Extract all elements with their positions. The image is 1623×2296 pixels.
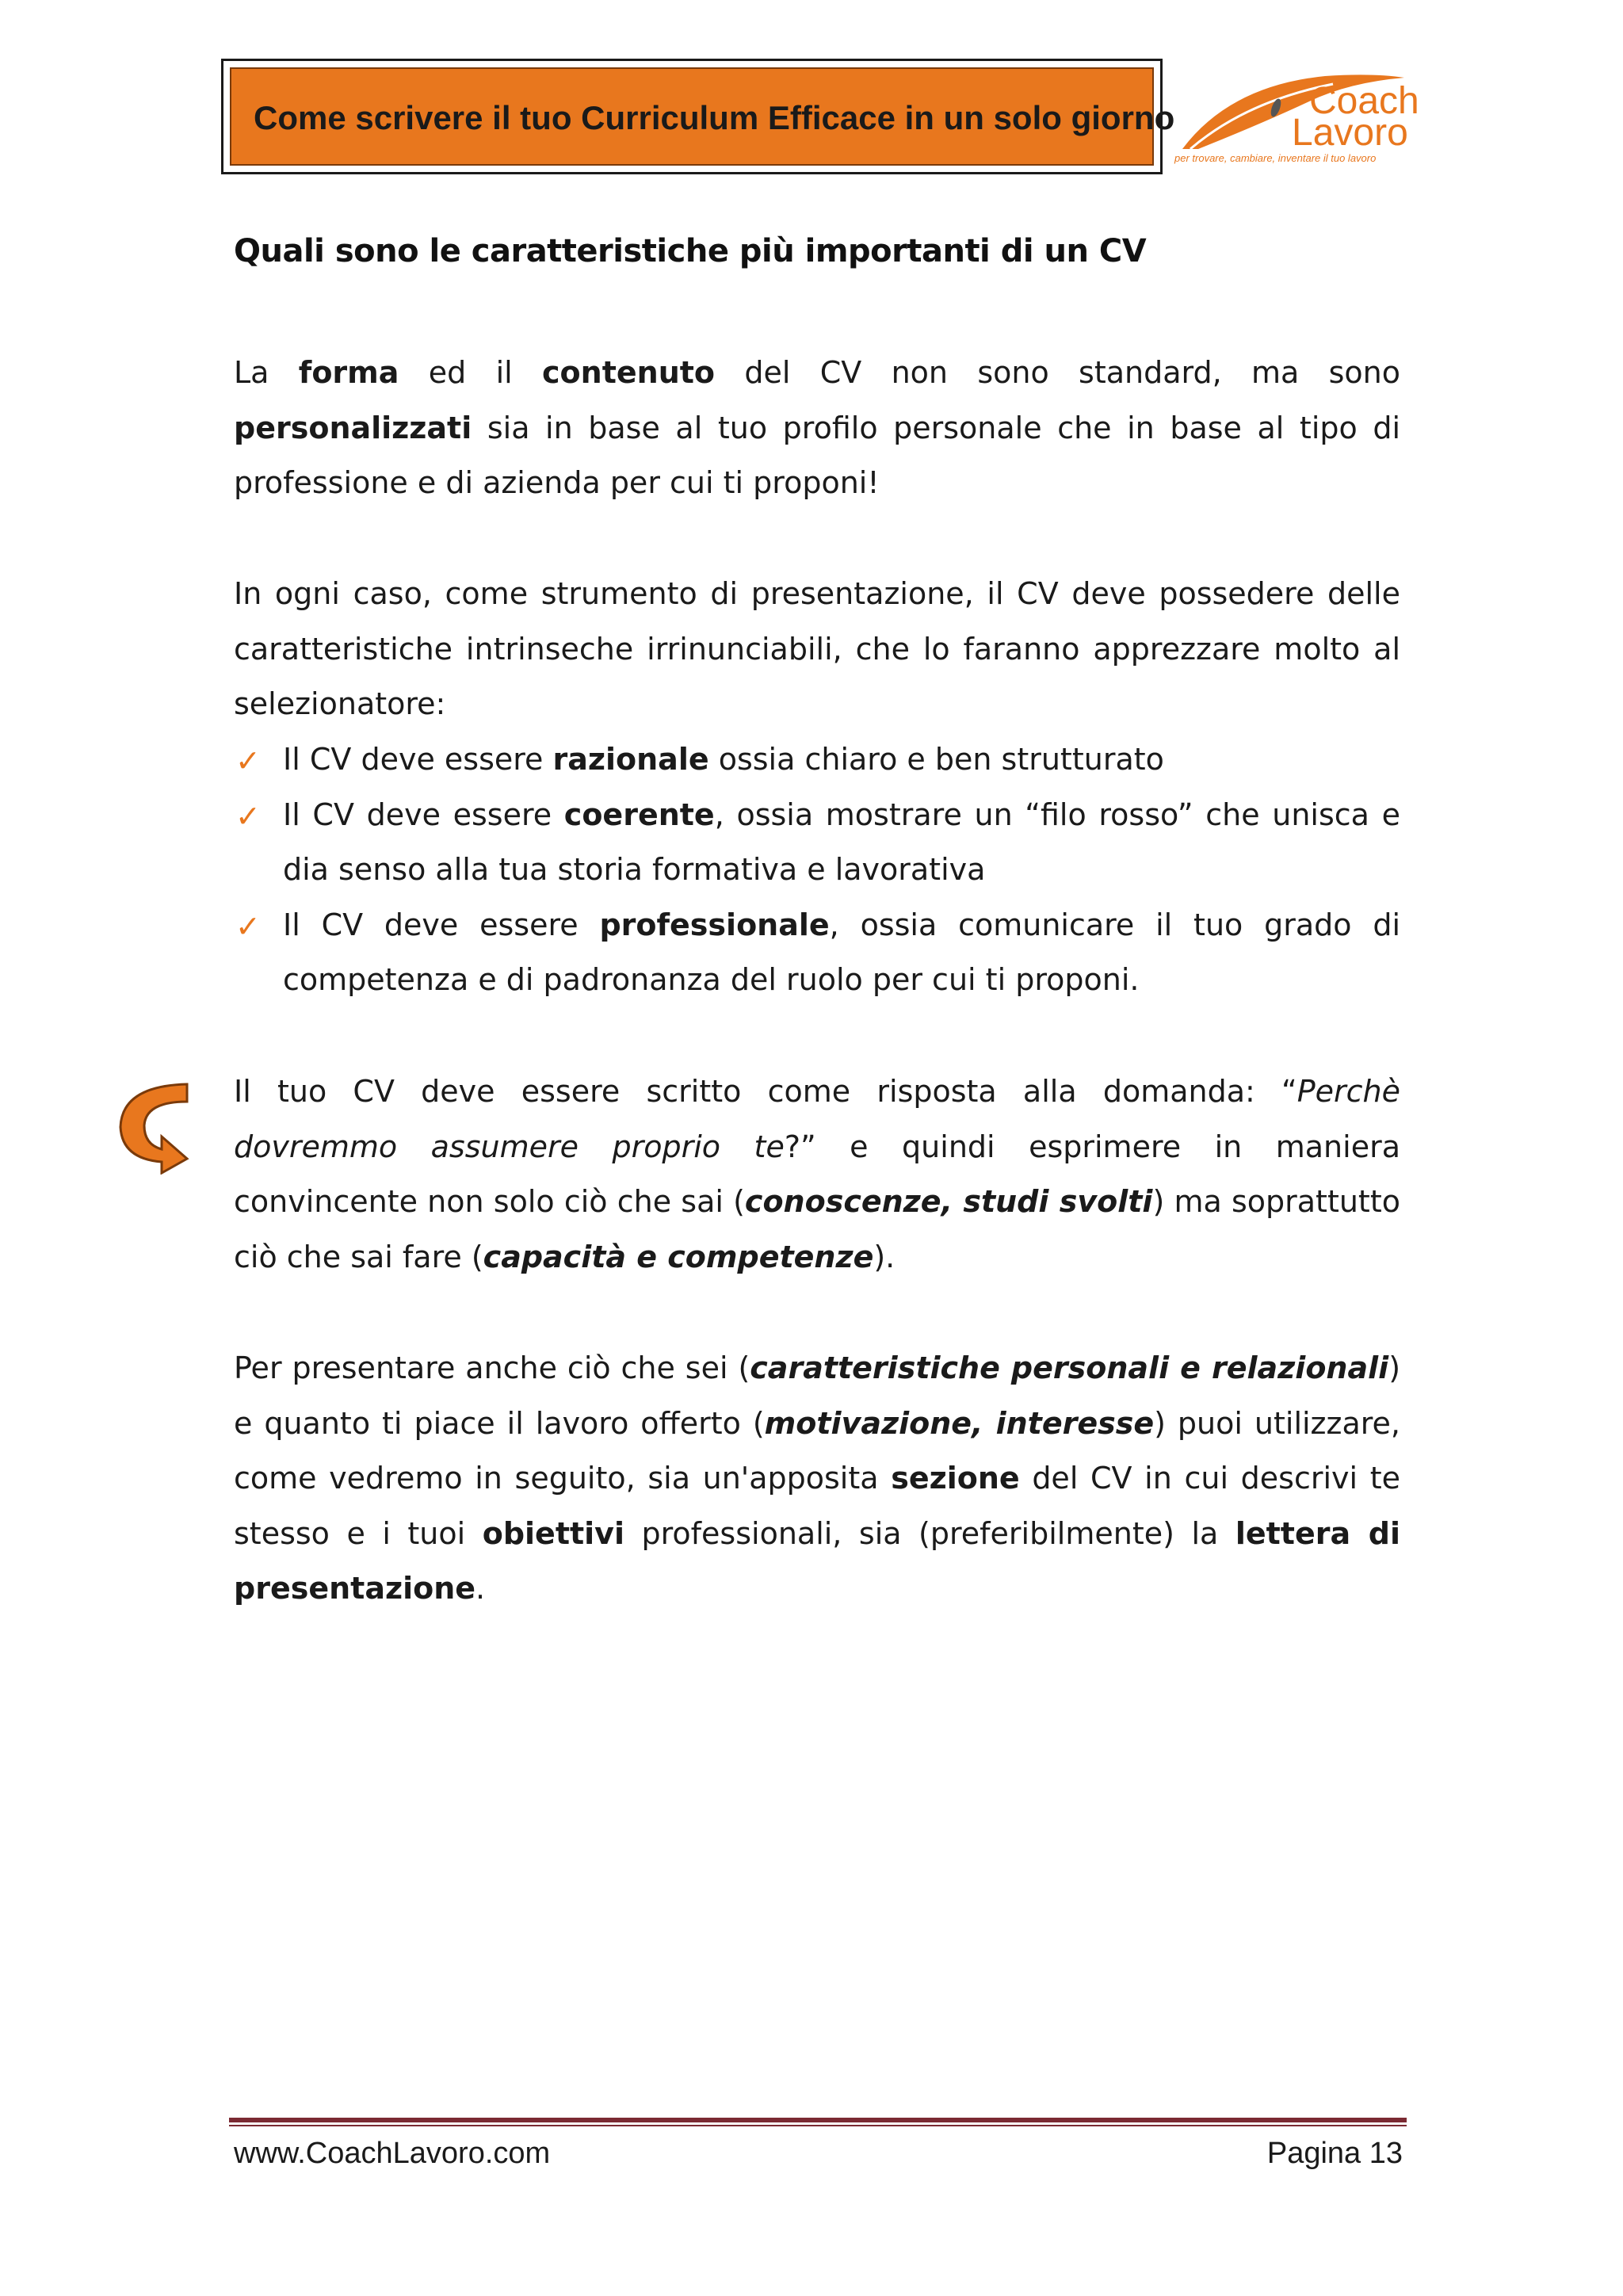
- paragraph-4: Per presentare anche ciò che sei (caratteristiche personali e relazionali) e quanto ti piace il lavoro offerto (motivazione, interesse) puoi utilizzare, come vedremo in seguito, sia un'apposita sezione del CV in cui descrivi te stesso e i tuoi obiettivi professionali, sia (preferibilmente) la lettera di presentazione.: [234, 1350, 1401, 1606]
- footer-rule: [229, 2118, 1407, 2122]
- header-orange-fill: [230, 67, 1175, 166]
- footer-page-number: Pagina 13: [1266, 2137, 1403, 2170]
- list-item: ✓ Il CV deve essere razionale ossia chiaro e ben strutturato: [234, 732, 1400, 788]
- characteristics-list: [234, 732, 1400, 1008]
- curved-arrow-icon: [114, 1079, 190, 1175]
- list-item: ✓ Il CV deve essere professionale, ossia comunicare il tuo grado di competenza e di padronanza del ruolo per cui ti proponi.: [234, 898, 1400, 1008]
- footer-rule-thin: [229, 2125, 1407, 2126]
- coach-lavoro-logo: [1167, 70, 1420, 173]
- list-item: ✓ Il CV deve essere coerente, ossia mostrare un “filo rosso” che unisca e dia senso alla tua storia formativa e lavorativa: [234, 788, 1400, 898]
- footer-website: www.CoachLavoro.com: [234, 2137, 551, 2170]
- checkmark-icon: ✓: [235, 743, 261, 778]
- logo-tagline: per trovare, cambiare, inventare il tuo lavoro: [1174, 152, 1377, 164]
- paragraph-1: La forma ed il contenuto del CV non sono standard, ma sono personalizzati sia in base al tuo profilo personale che in base al tipo di professione e di azienda per cui ti proponi!: [234, 355, 1401, 500]
- checkmark-icon: ✓: [235, 908, 261, 944]
- document-title: Come scrivere il tuo Curriculum Efficace in un solo giorno: [254, 99, 1175, 136]
- section-heading: Quali sono le caratteristiche più importanti di un CV: [234, 233, 1147, 269]
- paragraph-3: Il tuo CV deve essere scritto come risposta alla domanda: “Perchè dovremmo assumere proprio te?” e quindi esprimere in maniera convincente non solo ciò che sai (conoscenze, studi svolti) ma soprattutto ciò che sai fare (capacità e competenze).: [234, 1074, 1400, 1274]
- header-banner: [221, 59, 1175, 174]
- paragraph-2: In ogni caso, come strumento di presentazione, il CV deve possedere delle caratteristiche intrinseche irrinunciabili, che lo faranno apprezzare molto al selezionatore:: [234, 576, 1400, 721]
- logo-word-lavoro: Lavoro: [1292, 112, 1408, 154]
- checkmark-icon: ✓: [235, 798, 261, 834]
- logo-word-coach: Coach: [1309, 80, 1419, 122]
